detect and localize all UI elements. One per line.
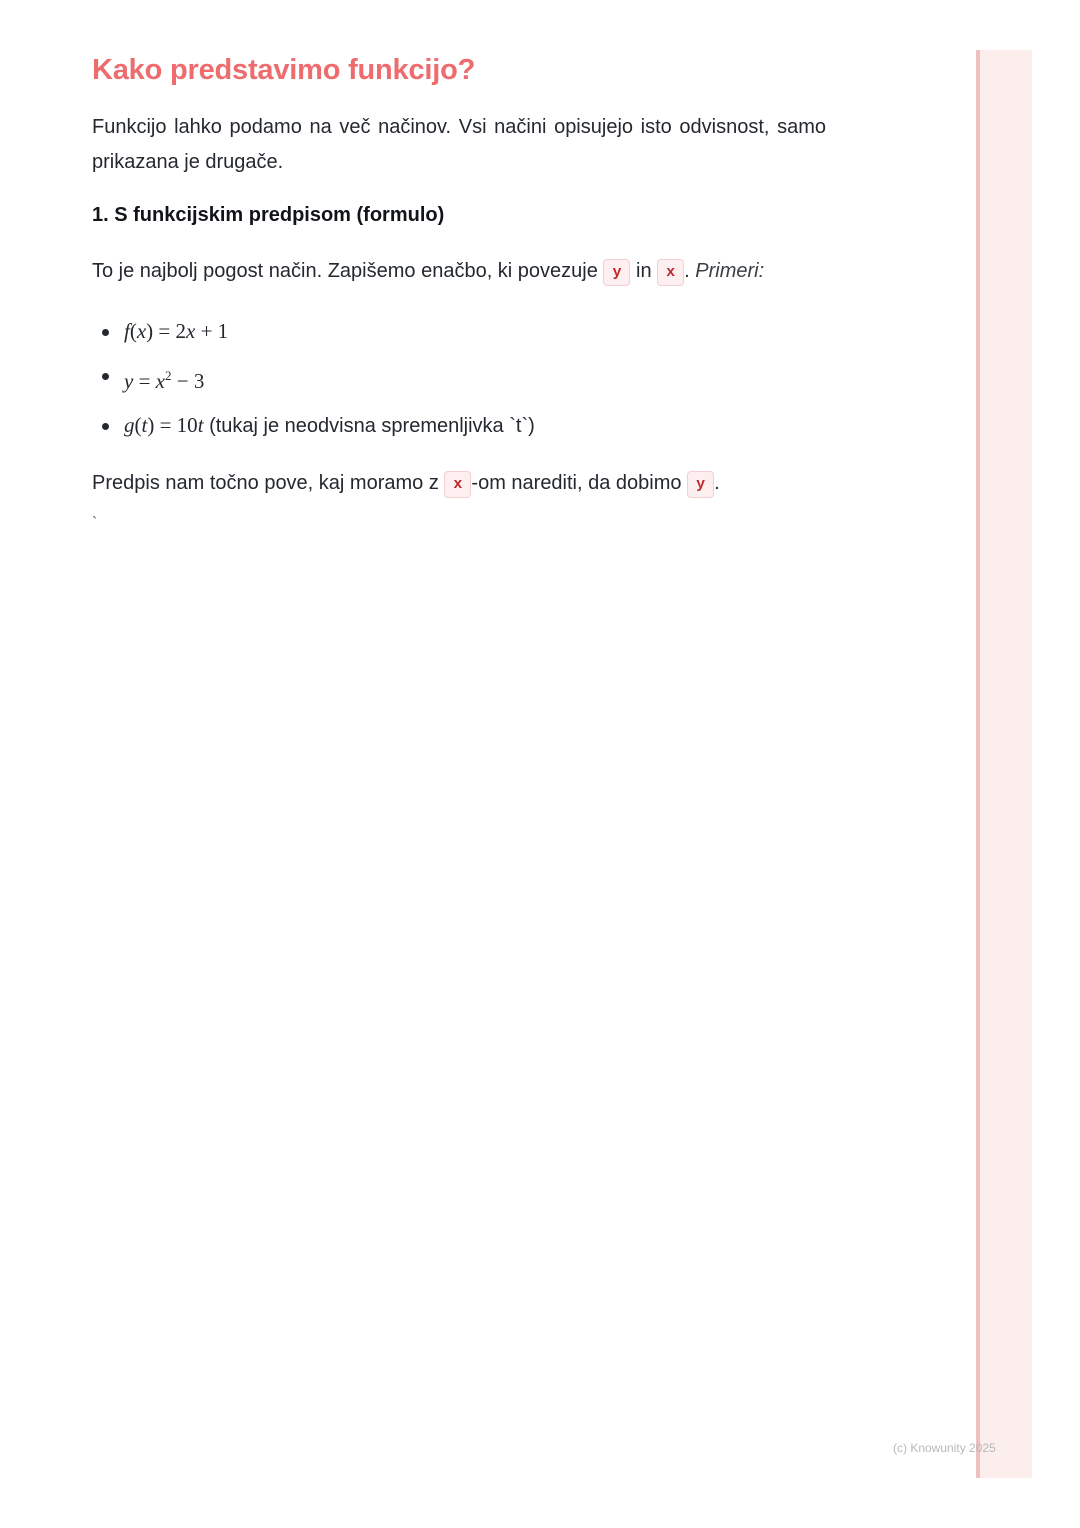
inline-code-x: x — [657, 259, 684, 286]
lead-text: To je najbolj pogost način. Zapišemo enačbo, ki povezuje — [92, 260, 604, 282]
document-page — [92, 50, 826, 534]
stray-backtick: ` — [92, 515, 98, 532]
lead-text: in — [630, 260, 658, 282]
formula: $y = x^2 - 3$ — [124, 368, 205, 393]
list-item — [124, 310, 826, 354]
formula: f(x) = 2x + 1 — [124, 319, 229, 343]
lead-text: . — [684, 260, 696, 282]
inline-code-x: x — [444, 471, 471, 498]
closing-paragraph: Predpis nam točno pove, kaj moramo z x -om narediti, da dobimo y . — [92, 468, 826, 500]
intro-paragraph: Funkcijo lahko podamo na več načinov. Vsi načini opisujejo isto odvisnost, samo prikazana je drugače. — [92, 116, 826, 173]
list-item — [124, 354, 826, 404]
formula: g(t) = 10t — [124, 413, 204, 437]
decorative-sidebar — [976, 50, 1032, 1478]
inline-code-y: y — [687, 471, 714, 498]
section-heading: 1. S funkcijskim predpisom (formulo) — [92, 204, 445, 226]
formula-note: (tukaj je neodvisna spremenljivka `t`) — [203, 415, 535, 437]
inline-code-y: y — [603, 259, 630, 286]
list-item — [124, 404, 826, 448]
section-lead-paragraph — [92, 256, 826, 288]
formula-list — [92, 310, 826, 448]
page-title: Kako predstavimo funkcijo? — [92, 54, 476, 86]
copyright-footer: (c) Knowunity 2025 — [893, 1441, 996, 1455]
examples-label: Primeri: — [695, 260, 765, 282]
